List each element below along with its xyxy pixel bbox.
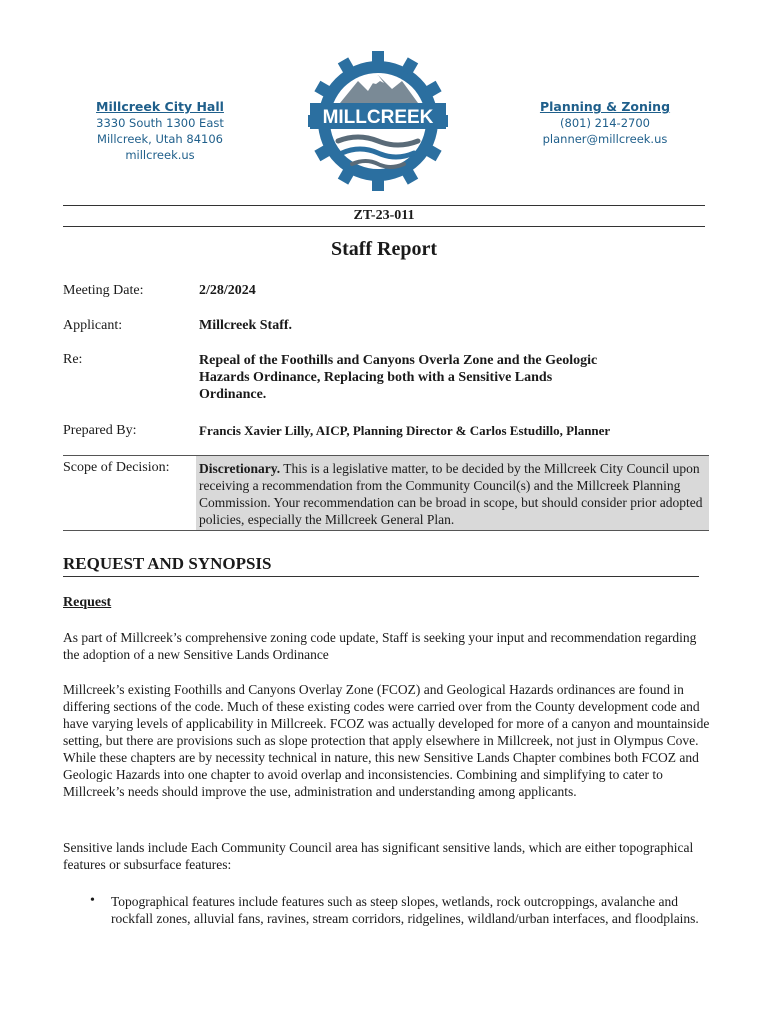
case-rule-top — [63, 205, 705, 206]
section-rule — [63, 576, 699, 577]
re-value: Repeal of the Foothills and Canyons Overla Zone and the Geologic Hazards Ordinance, Replacing both with a Sensitive Lands Ordinance. — [199, 353, 598, 402]
case-rule-bottom — [63, 226, 705, 227]
request-paragraph-1: As part of Millcreek’s comprehensive zoning code update, Staff is seeking your input and recommendation regarding the adoption of a new Sensitive Lands Ordinance — [63, 630, 697, 662]
millcreek-logo — [306, 45, 450, 193]
logo-text: MILLCREEK — [322, 107, 434, 128]
applicant-label: Applicant: — [63, 318, 123, 333]
planning-phone: (801) 214-2700 — [560, 116, 650, 130]
scope-of-decision-box — [63, 455, 709, 531]
request-paragraph-3: Sensitive lands include Each Community Council area has significant sensitive lands, which are either topographical features or subsurface features: — [63, 840, 694, 872]
city-hall-block — [80, 99, 240, 163]
planning-zoning-title: Planning & Zoning — [539, 99, 671, 114]
page-title: Staff Report — [330, 238, 438, 260]
re-label: Re: — [63, 352, 83, 367]
prepared-by-label: Prepared By: — [63, 423, 137, 438]
city-hall-address-1: 3330 South 1300 East — [96, 116, 224, 130]
scope-text-block — [199, 460, 707, 528]
city-hall-title: Millcreek City Hall — [96, 99, 224, 114]
planning-zoning-block — [525, 99, 685, 147]
case-number: ZT-23-011 — [353, 208, 415, 223]
meeting-date-label: Meeting Date: — [63, 283, 144, 298]
section-heading: REQUEST AND SYNOPSIS — [63, 554, 272, 573]
meeting-date-value: 2/28/2024 — [199, 283, 256, 298]
bullet-dot-icon: • — [90, 893, 95, 908]
city-hall-website[interactable]: millcreek.us — [125, 148, 195, 162]
bullet-item-1: Topographical features include features such as steep slopes, wetlands, rock outcroppings, avalanche and rockfall zones, alluvial fans, ravines, stream corridors, ridgelines, wildland/urban interfaces, and floodplains. — [111, 894, 699, 926]
request-paragraph-2: Millcreek’s existing Foothills and Canyons Overlay Zone (FCOZ) and Geological Hazards ordinances are found in differing sections of the code. Much of these existing codes were carried over from the County development code and have varying levels of applicability in Millcreek. FCOZ was actually developed for more of a canyon and mountainside setting, but there are provisions such as slope protection that apply elsewhere in Millcreek, not just in Olympus Cove. While these chapters are by necessity technical in nature, this new Sensitive Lands Chapter combines both FCOZ and Geologic Hazards into one chapter to avoid overlap and inconsistencies. Combining and simplifying to cater to Millcreek’s needs should improve the use, administration and understanding among applicants. — [63, 682, 710, 799]
city-hall-address-2: Millcreek, Utah 84106 — [97, 132, 223, 146]
request-subheading: Request — [63, 595, 112, 610]
scope-bold: Discretionary. — [199, 461, 281, 476]
applicant-value: Millcreek Staff. — [199, 318, 293, 333]
planning-email[interactable]: planner@millcreek.us — [542, 132, 668, 146]
scope-text: This is a legislative matter, to be decided by the Millcreek City Council upon receiving a recommendation from the Community Council(s) and the Millcreek Planning Commission. Your recommendation can be broad in scope, but should consider prior adopted policies, especially the Millcreek General Plan. — [199, 461, 703, 527]
scope-label: Scope of Decision: — [63, 460, 170, 475]
prepared-by-value: Francis Xavier Lilly, AICP, Planning Director & Carlos Estudillo, Planner — [199, 423, 611, 438]
